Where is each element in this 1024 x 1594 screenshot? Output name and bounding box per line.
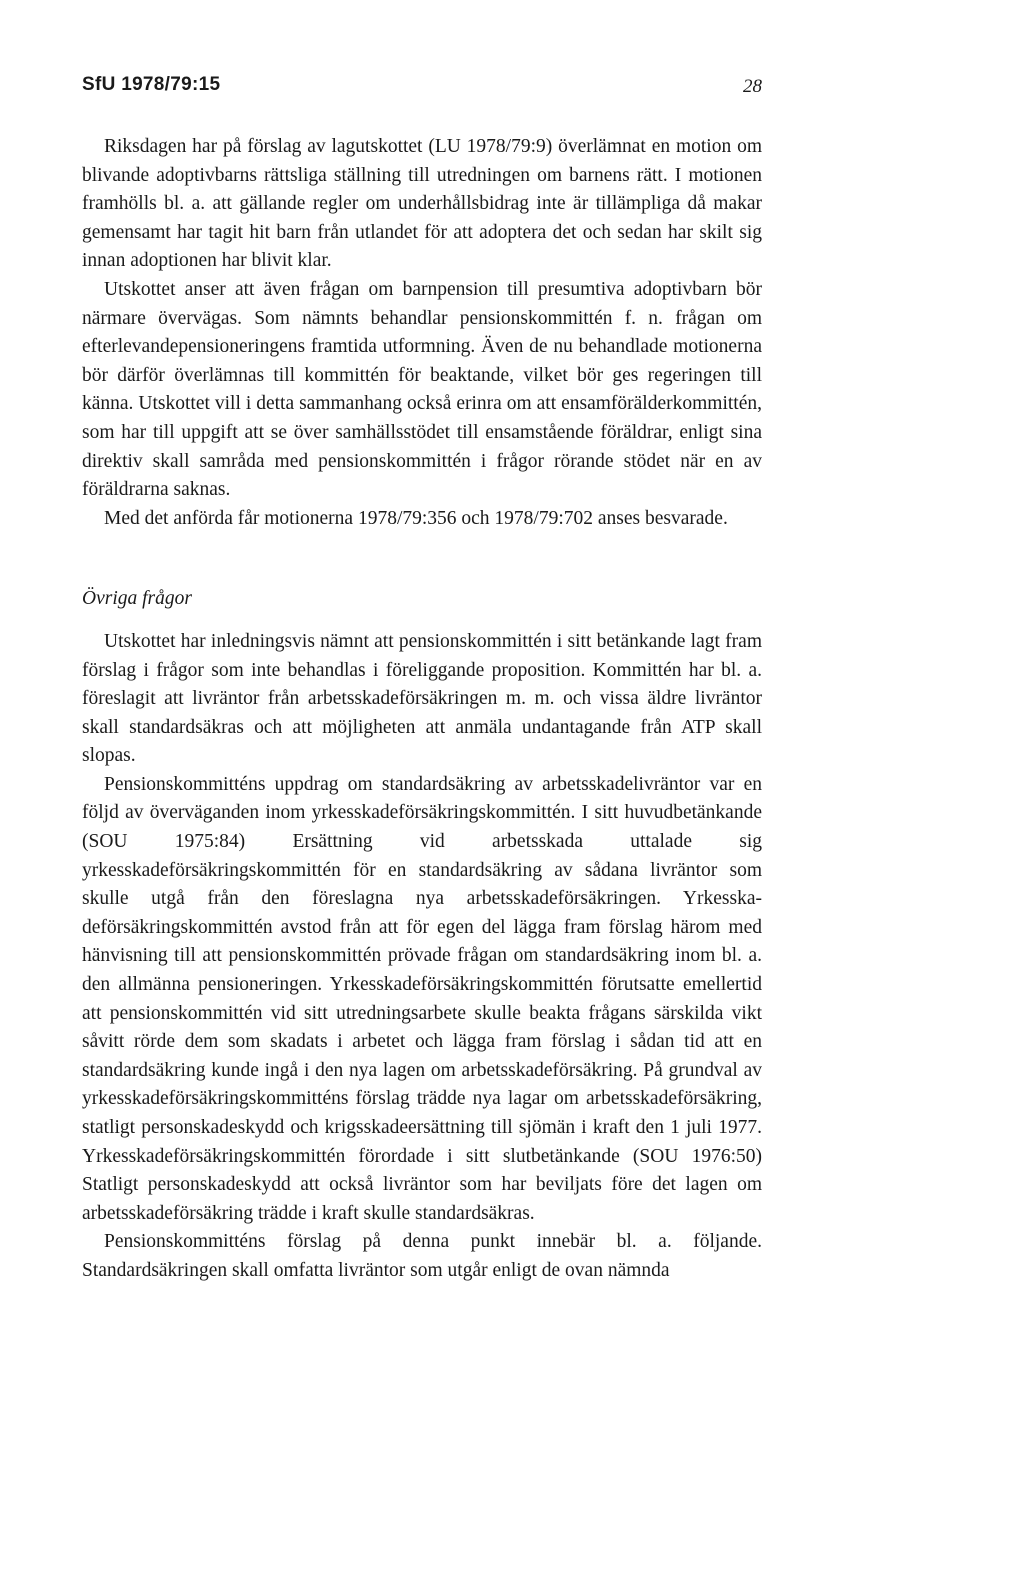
section-heading: Övriga frågor [82, 588, 192, 610]
paragraph: Pensionskommitténs förslag på denna punkt innebär bl. a. följande. Standardsäkringen skall omfatta livräntor som utgår enligt de ovan nämnda [82, 1231, 762, 1281]
document-reference: SfU 1978/79:15 [82, 74, 221, 95]
paragraph: Utskottet har inledningsvis nämnt att pensionskommittén i sitt betänkande lagt fram förslag i frågor som inte behandlas i föreliggande proposition. Kommittén har bl. a. föreslagit att livräntor från arbetsskadeförsäkringen m. m. och vissa äldre livräntor skall standardsäkras och att möjligheten att anmäla undantagande från ATP skall slopas. [82, 630, 762, 767]
page-number: 28 [743, 76, 762, 97]
body-text [82, 133, 762, 1286]
paragraph: Riksdagen har på förslag av lagutskottet (LU 1978/79:9) överlämnat en motion om blivande adoptivbarns rättsliga ställning till utredningen om barnens rätt. I motionen framhölls bl. a. att gällande regler om underhållsbidrag inte är tillämpliga då makar gemensamt har tagit hit barn från utlandet för att adoptera det och sedan har skilt sig innan adoptionen har blivit klar. [82, 136, 762, 272]
paragraph: Pensionskommitténs uppdrag om standardsäkring av arbetsskadelivräntor var en följd av överväganden inom yrkesskadeförsäkringskommittén. I sitt huvudbetänkande (SOU 1975:84) Ersättning vid arbetsskada uttalade sig yrkesskadeförsäkringskommittén för en standardsäkring av sådana livräntor som skulle utgå från den föreslagna nya arbetsskadeförsäkringen. Yrkesskadeförsäkringskommittén avstod från att för egen del lägga fram förslag härom med hänvisning till att pensionskommittén prövade frågan om standardsäkring inom bl. a. den allmänna pensioneringen. Yrkesskadeförsäkringskommittén förutsatte emellertid att pensionskommittén vid sitt utredningsarbete skulle beakta frågans särskilda vikt såvitt rörde dem som skadats i arbetet och lägga fram förslag i sådan tid att en standardsäkring kunde ingå i den nya lagen om arbetsskadeförsäkring. På grundval av yrkesskadeförsäkringskommitténs förslag trädde nya lagar om arbetsskadeförsäkring, statligt personskadeskydd och krigsskadeersättning till sjömän i kraft den 1 juli 1977. Yrkesskadeförsäkringskommittén förordade i sitt slutbetänkande (SOU 1976:50) Statligt personskadeskydd att också livräntor som har beviljats före det lagen om arbetsskadeförsäkring trädde i kraft skulle standardsäkras. [82, 773, 762, 1224]
page-header [82, 74, 762, 104]
paragraph: Med det anförda får motionerna 1978/79:356 och 1978/79:702 anses besvarade. [104, 507, 728, 529]
paragraph: Utskottet anser att även frågan om barnpension till presumtiva adoptivbarn bör närmare övervägas. Som nämnts behandlar pensionskommittén f. n. frågan om efterlevandepensioneringens framtida utformning. Även de nu behandlade motionerna bör därför överlämnas till kommittén för beaktande, vilket bör ges regeringen till känna. Utskottet vill i detta sammanhang också erinra om att ensamförälderkommittén, som har till uppgift att se över samhällsstödet till ensamstående föräldrar, enligt sina direktiv skall samråda med pensionskommittén i frågor rörande stödet när en av föräldrarna saknas. [82, 278, 762, 501]
